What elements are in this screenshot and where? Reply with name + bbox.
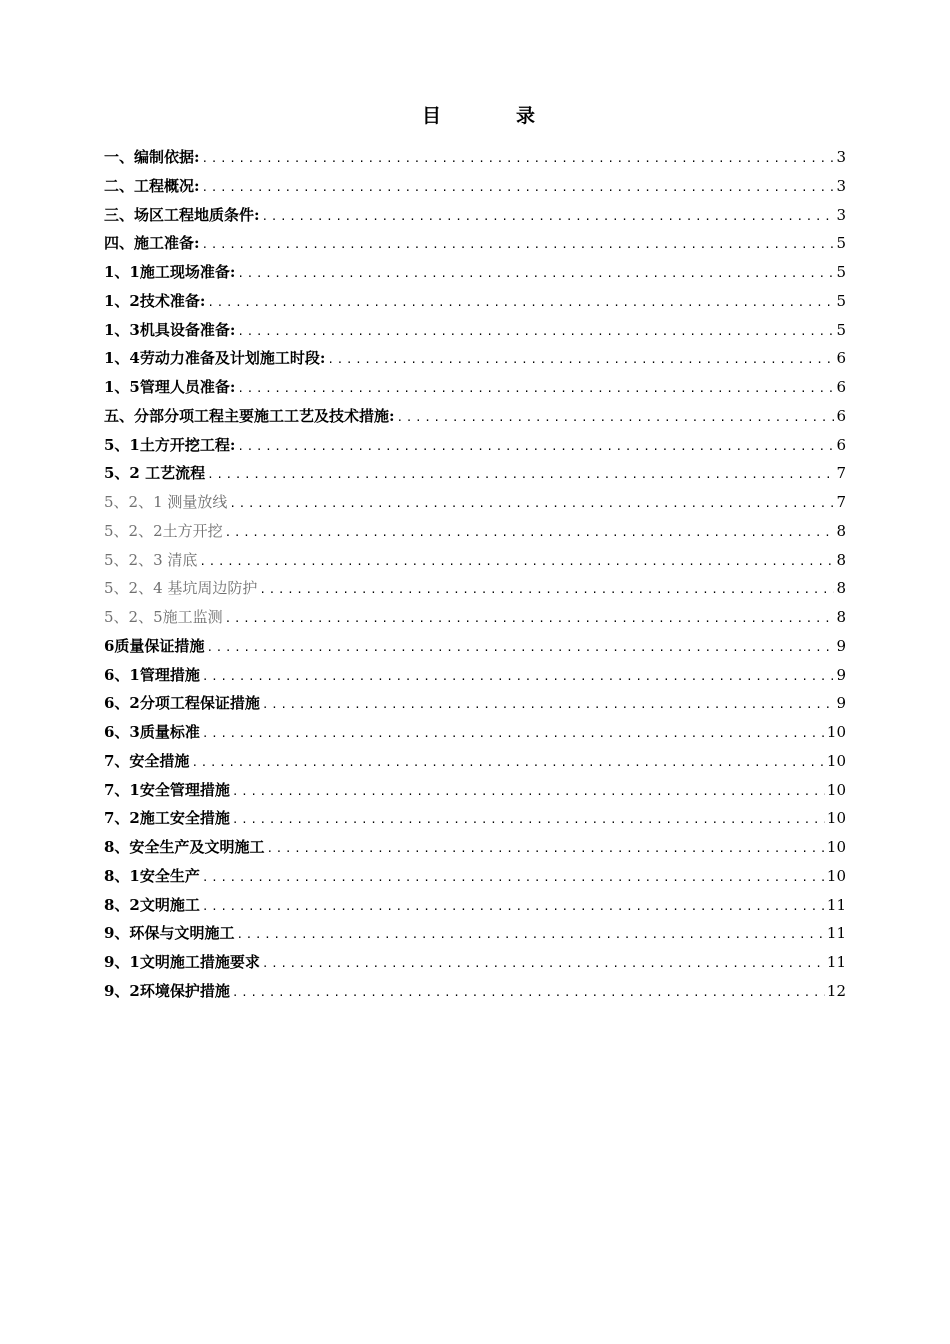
toc-entry-page-number: 9 — [836, 636, 846, 655]
toc-entry-label: 5、1土方开挖工程: — [104, 435, 236, 454]
toc-dot-leader — [232, 778, 825, 805]
toc-entry[interactable] — [104, 459, 846, 488]
toc-entry[interactable] — [104, 977, 846, 1006]
toc-entry-label: 5、2 工艺流程 — [104, 464, 206, 483]
toc-entry[interactable] — [104, 344, 846, 373]
toc-entry-label: 5、2、1 测量放线 — [104, 493, 228, 511]
toc-dot-leader — [237, 318, 834, 345]
toc-entry[interactable] — [104, 574, 846, 603]
toc-entry-label: 7、2施工安全措施 — [104, 809, 230, 828]
toc-entry[interactable] — [104, 373, 846, 402]
toc-entry-page-number: 7 — [836, 493, 846, 511]
toc-entry-page-number: 10 — [826, 780, 846, 799]
toc-entry-page-number: 10 — [826, 809, 846, 828]
toc-entry-label: 6、1管理措施 — [104, 665, 200, 684]
toc-entry-page-number: 11 — [826, 924, 846, 943]
toc-entry[interactable] — [104, 948, 846, 977]
toc-entry-page-number: 10 — [826, 723, 846, 741]
toc-entry[interactable] — [104, 776, 846, 805]
toc-dot-leader — [202, 231, 835, 258]
toc-entry-label: 1、5管理人员准备: — [104, 378, 236, 396]
toc-dot-leader — [207, 461, 834, 488]
toc-entry-label: 1、4劳动力准备及计划施工时段: — [104, 349, 326, 368]
toc-entry[interactable] — [104, 862, 846, 891]
toc-entry-label: 5、2、2土方开挖 — [104, 521, 223, 540]
toc-title: 目 录 — [421, 105, 563, 127]
toc-dot-leader — [229, 490, 834, 517]
toc-entry-label: 二、工程概况: — [104, 176, 200, 195]
toc-dot-leader — [327, 346, 834, 373]
toc-entry-label: 9、环保与文明施工 — [104, 924, 235, 943]
toc-entry-label: 五、分部分项工程主要施工工艺及技术措施: — [104, 406, 395, 425]
toc-dot-leader — [259, 576, 834, 603]
toc-entry-page-number: 10 — [826, 866, 846, 885]
toc-dot-leader — [202, 720, 825, 747]
toc-entry-page-number: 8 — [836, 579, 846, 598]
toc-dot-leader — [202, 864, 825, 891]
toc-entry-label: 一、编制依据: — [104, 148, 200, 166]
toc-dot-leader — [225, 605, 835, 632]
toc-dot-leader — [236, 921, 824, 948]
toc-entry[interactable] — [104, 316, 846, 345]
toc-dot-leader — [262, 691, 835, 718]
toc-entry[interactable] — [104, 891, 846, 920]
toc-entry-label: 1、3机具设备准备: — [104, 320, 236, 339]
toc-entry-label: 8、安全生产及文明施工 — [104, 838, 265, 856]
toc-entry[interactable] — [104, 431, 846, 460]
toc-dot-leader — [206, 634, 834, 661]
toc-entry-page-number: 8 — [836, 550, 846, 569]
toc-entry[interactable] — [104, 919, 846, 948]
toc-entry-label: 5、2、4 基坑周边防护 — [104, 579, 258, 598]
toc-dot-leader — [202, 174, 835, 201]
toc-entry-page-number: 11 — [826, 895, 846, 914]
toc-entry-page-number: 3 — [836, 148, 846, 166]
toc-entry-page-number: 6 — [836, 435, 846, 454]
toc-entry-label: 1、1施工现场准备: — [104, 263, 236, 281]
toc-entry-page-number: 11 — [826, 953, 846, 971]
toc-dot-leader — [262, 203, 835, 230]
toc-entry-page-number: 10 — [826, 751, 846, 770]
toc-entry[interactable] — [104, 747, 846, 776]
toc-entry-page-number: 6 — [836, 349, 846, 368]
toc-entry-label: 9、1文明施工措施要求 — [104, 953, 260, 971]
toc-entry-label: 6质量保证措施 — [104, 636, 205, 655]
toc-dot-leader — [202, 145, 835, 172]
toc-entry-page-number: 12 — [826, 981, 846, 1000]
toc-entry-page-number: 10 — [826, 838, 846, 856]
toc-dot-leader — [232, 806, 825, 833]
toc-entry-label: 8、1安全生产 — [104, 866, 200, 885]
toc-entry[interactable] — [104, 718, 846, 747]
toc-entry-label: 5、2、5施工监测 — [104, 608, 223, 626]
toc-entry[interactable] — [104, 229, 846, 258]
toc-entry-page-number: 6 — [836, 378, 846, 396]
toc-entry[interactable] — [104, 172, 846, 201]
toc-entry-label: 9、2环境保护措施 — [104, 981, 230, 1000]
toc-entry[interactable] — [104, 689, 846, 718]
toc-dot-leader — [397, 404, 835, 431]
toc-entry[interactable] — [104, 517, 846, 546]
toc-dot-leader — [207, 289, 834, 316]
toc-entry-page-number: 5 — [836, 234, 846, 253]
toc-entry-page-number: 9 — [836, 694, 846, 713]
toc-entry[interactable] — [104, 603, 846, 632]
toc-entry-label: 1、2技术准备: — [104, 291, 206, 310]
toc-entry-label: 5、2、3 清底 — [104, 550, 198, 569]
toc-entry[interactable] — [104, 546, 846, 575]
toc-entry-page-number: 3 — [836, 205, 846, 224]
toc-entry-label: 7、1安全管理措施 — [104, 780, 230, 799]
toc-entry[interactable] — [104, 804, 846, 833]
toc-entry-label: 三、场区工程地质条件: — [104, 205, 260, 224]
toc-entry-page-number: 5 — [836, 291, 846, 310]
toc-entry[interactable] — [104, 201, 846, 230]
toc-entry-label: 四、施工准备: — [104, 234, 200, 253]
toc-entry[interactable] — [104, 833, 846, 862]
toc-entry-page-number: 8 — [836, 608, 846, 626]
toc-entry-page-number: 8 — [836, 521, 846, 540]
toc-dot-leader — [237, 260, 834, 287]
toc-dot-leader — [232, 979, 825, 1006]
toc-dot-leader — [237, 433, 834, 460]
toc-entry[interactable] — [104, 143, 846, 172]
toc-entry[interactable] — [104, 661, 846, 690]
toc-dot-leader — [199, 548, 834, 575]
toc-dot-leader — [262, 950, 825, 977]
toc-dot-leader — [266, 835, 824, 862]
toc-entry-page-number: 6 — [836, 406, 846, 425]
toc-entry-page-number: 9 — [836, 665, 846, 684]
toc-entry[interactable] — [104, 488, 846, 517]
toc-entry[interactable] — [104, 258, 846, 287]
toc-entry-label: 6、3质量标准 — [104, 723, 200, 741]
toc-entry-page-number: 7 — [836, 464, 846, 483]
toc-entry-page-number: 5 — [836, 320, 846, 339]
toc-dot-leader — [202, 663, 835, 690]
toc-dot-leader — [237, 375, 834, 402]
toc-entry-label: 8、2文明施工 — [104, 895, 200, 914]
toc-dot-leader — [225, 519, 835, 546]
toc-entry-page-number: 3 — [836, 176, 846, 195]
toc-entry[interactable] — [104, 402, 846, 431]
toc-entry-label: 6、2分项工程保证措施 — [104, 694, 260, 713]
toc-dot-leader — [191, 749, 824, 776]
toc-entry[interactable] — [104, 632, 846, 661]
toc-entry-page-number: 5 — [836, 263, 846, 281]
toc-entry-label: 7、安全措施 — [104, 751, 190, 770]
toc-dot-leader — [202, 893, 825, 920]
toc-list — [104, 143, 846, 1006]
toc-entry[interactable] — [104, 287, 846, 316]
